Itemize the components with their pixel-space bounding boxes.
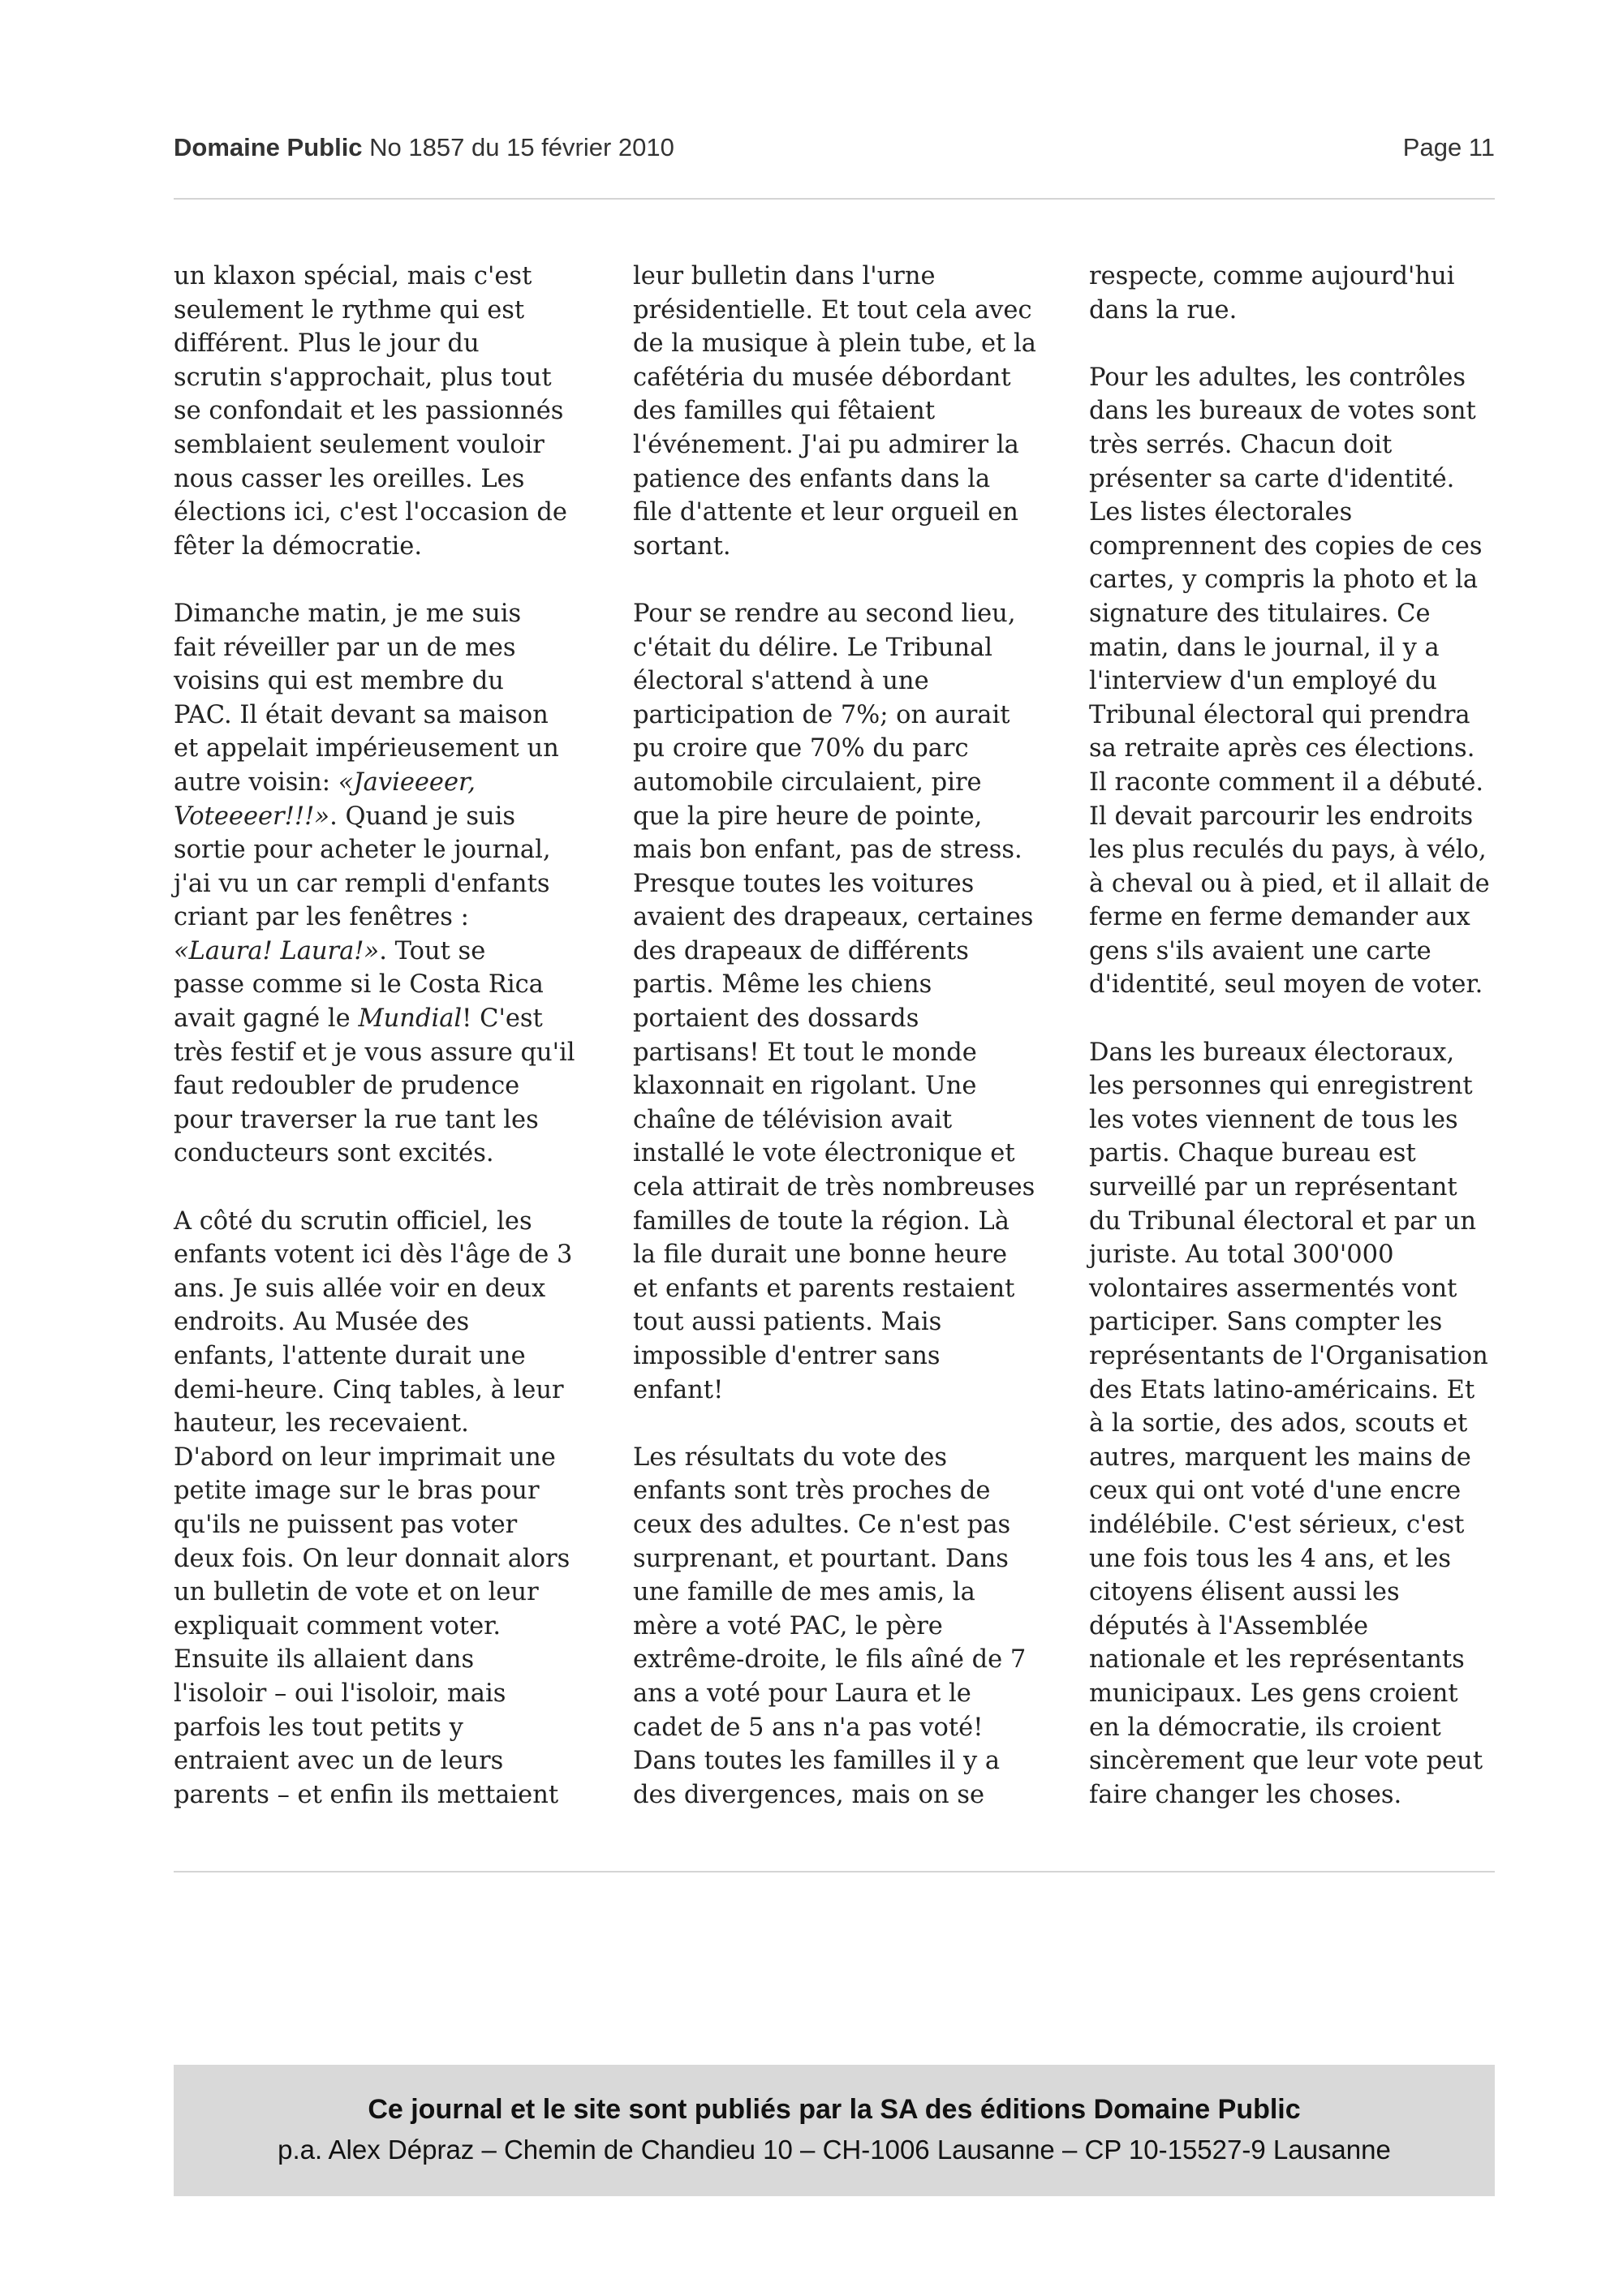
text-line: Dimanche matin, je me suis (174, 599, 522, 628)
text-line: des drapeaux de différents (633, 936, 969, 965)
text-line: semblaient seulement vouloir (174, 430, 545, 459)
text-line: faire changer les choses. (1089, 1780, 1402, 1809)
text-line: avait gagné le Mundial! C'est (174, 1004, 543, 1034)
text-line: c'était du délire. Le Tribunal (633, 633, 993, 662)
text-line: à cheval ou à pied, et il allait de (1089, 869, 1490, 898)
text-line: entraient avec un de leurs (174, 1747, 504, 1776)
text-line: nous casser les oreilles. Les (174, 464, 525, 493)
text-line: élections ici, c'est l'occasion de (174, 498, 567, 527)
text-line: criant par les fenêtres : (174, 903, 469, 932)
text-line: cartes, y compris la photo et la (1089, 565, 1479, 595)
text-line: enfants sont très proches de (633, 1477, 991, 1506)
text-line: une famille de mes amis, la (633, 1578, 975, 1607)
publisher-statement: Ce journal et le site sont publiés par la SA des éditions Domaine Public (368, 2094, 1301, 2125)
text-line: et enfants et parents restaient (633, 1274, 1015, 1303)
text-line: Ensuite ils allaient dans (174, 1645, 475, 1675)
text-line: Voteeeer!!!». Quand je suis (174, 802, 516, 831)
text-line: passe comme si le Costa Rica (174, 970, 544, 1000)
text-line: une fois tous les 4 ans, et les (1089, 1544, 1451, 1573)
text-line: «Laura! Laura!». Tout se (174, 936, 486, 965)
text-line: volontaires assermentés vont (1089, 1274, 1457, 1303)
text-line: l'événement. J'ai pu admirer la (633, 430, 1019, 459)
text-line: cela attirait de très nombreuses (633, 1173, 1035, 1202)
text-line: parents – et enfin ils mettaient (174, 1780, 559, 1809)
footer-divider (174, 1871, 1495, 1872)
publisher-footer (174, 2065, 1495, 2196)
text-line: participer. Sans compter les (1089, 1308, 1443, 1337)
text-line: mère a voté PAC, le père (633, 1611, 943, 1640)
text-line: Dans toutes les familles il y a (633, 1747, 1001, 1776)
text-line: familles de toute la région. Là (633, 1206, 1010, 1236)
text-line: autres, marquent les mains de (1089, 1443, 1471, 1472)
paragraph-gap (633, 1407, 1063, 1441)
paragraph-gap (1089, 327, 1519, 361)
text-line: et appelait impérieusement un (174, 734, 559, 763)
text-line: A côté du scrutin officiel, les (174, 1206, 532, 1236)
text-line: matin, dans le journal, il y a (1089, 633, 1440, 662)
text-line: respecte, comme aujourd'hui (1089, 262, 1455, 290)
text-line: partis. Même les chiens (633, 970, 932, 1000)
text-line: patience des enfants dans la (633, 464, 991, 493)
text-line: députés à l'Assemblée (1089, 1611, 1369, 1640)
text-line: pu croire que 70% du parc (633, 734, 969, 763)
article-column-2 (633, 260, 1063, 1812)
text-line: Il devait parcourir les endroits (1089, 802, 1474, 831)
text-line: les plus reculés du pays, à vélo, (1089, 836, 1487, 865)
text-line: indélébile. C'est sérieux, c'est (1089, 1510, 1465, 1539)
paragraph-gap (174, 1171, 604, 1205)
text-line: présidentielle. Et tout cela avec (633, 295, 1032, 325)
text-line: ceux qui ont voté d'une encre (1089, 1477, 1462, 1506)
text-line: mais bon enfant, pas de stress. (633, 836, 1022, 865)
text-line: Les listes électorales (1089, 498, 1353, 527)
text-line: des Etats latino-américains. Et (1089, 1375, 1475, 1404)
text-line: sortant. (633, 531, 731, 561)
text-line: expliquait comment voter. (174, 1611, 502, 1640)
text-line: Il raconte comment il a débuté. (1089, 767, 1484, 797)
text-line: du Tribunal électoral et par un (1089, 1206, 1477, 1236)
text-line: seulement le rythme qui est (174, 295, 525, 325)
text-line: qu'ils ne puissent pas voter (174, 1510, 518, 1539)
text-line: les personnes qui enregistrent (1089, 1072, 1473, 1101)
text-line: très serrés. Chacun doit (1089, 430, 1393, 459)
text-line: enfant! (633, 1375, 724, 1404)
text-line: sortie pour acheter le journal, (174, 836, 551, 865)
text-line: D'abord on leur imprimait une (174, 1443, 556, 1472)
text-line: différent. Plus le jour du (174, 329, 480, 359)
text-line: ans. Je suis allée voir en deux (174, 1274, 546, 1303)
issue-info: No 1857 du 15 février 2010 (369, 133, 674, 161)
text-line: que la pire heure de pointe, (633, 802, 983, 831)
page-number: Page 11 (1402, 133, 1495, 161)
text-line: demi-heure. Cinq tables, à leur (174, 1375, 564, 1404)
text-line: nationale et les représentants (1089, 1645, 1465, 1675)
text-line: d'identité, seul moyen de voter. (1089, 970, 1483, 1000)
text-line: les votes viennent de tous les (1089, 1105, 1458, 1134)
text-line: deux fois. On leur donnait alors (174, 1544, 570, 1573)
text-line: chaîne de télévision avait (633, 1105, 953, 1134)
text-line: surprenant, et pourtant. Dans (633, 1544, 1009, 1573)
page-header (174, 133, 1495, 169)
text-line: se confondait et les passionnés (174, 397, 564, 426)
text-line: ceux des adultes. Ce n'est pas (633, 1510, 1011, 1539)
text-line: enfants, l'attente durait une (174, 1342, 526, 1370)
text-line: fait réveiller par un de mes (174, 633, 516, 662)
text-line: tout aussi patients. Mais (633, 1308, 942, 1337)
text-line: PAC. Il était devant sa maison (174, 700, 549, 729)
text-line: dans les bureaux de votes sont (1089, 397, 1476, 426)
text-line: j'ai vu un car rempli d'enfants (174, 869, 550, 898)
text-line: cadet de 5 ans n'a pas voté! (633, 1713, 984, 1742)
text-line: Tribunal électoral qui prendra (1089, 700, 1470, 729)
text-line: l'isoloir – oui l'isoloir, mais (174, 1679, 506, 1708)
text-line: cafétéria du musée débordant (633, 363, 1011, 392)
text-line: automobile circulaient, pire (633, 767, 982, 797)
text-line: sa retraite après ces élections. (1089, 734, 1475, 763)
text-line: partisans! Et tout le monde (633, 1038, 977, 1067)
text-line: juriste. Au total 300'000 (1089, 1240, 1394, 1270)
text-line: pour traverser la rue tant les (174, 1105, 539, 1134)
text-line: parfois les tout petits y (174, 1713, 463, 1742)
text-line: endroits. Au Musée des (174, 1308, 470, 1337)
text-line: impossible d'entrer sans (633, 1342, 941, 1370)
text-line: participation de 7%; on aurait (633, 700, 1010, 729)
text-line: file d'attente et leur orgueil en (633, 498, 1018, 527)
text-line: comprennent des copies de ces (1089, 531, 1483, 561)
text-line: l'interview d'un employé du (1089, 667, 1437, 696)
text-line: présenter sa carte d'identité. (1089, 464, 1455, 493)
text-line: conducteurs sont excités. (174, 1139, 494, 1168)
text-line: scrutin s'approchait, plus tout (174, 363, 552, 392)
text-line: la file durait une bonne heure (633, 1240, 1008, 1270)
text-line: un klaxon spécial, mais c'est (174, 262, 532, 290)
text-line: Pour se rendre au second lieu, (633, 599, 1016, 628)
paragraph-gap (1089, 1002, 1519, 1036)
publisher-address: p.a. Alex Dépraz – Chemin de Chandieu 10 – CH-1006 Lausanne – CP 10-15527-9 Lausanne (278, 2135, 1391, 2165)
text-line: municipaux. Les gens croient (1089, 1679, 1458, 1708)
text-line: fêter la démocratie. (174, 531, 423, 561)
text-line: installé le vote électronique et (633, 1139, 1015, 1168)
text-line: très festif et je vous assure qu'il (174, 1038, 575, 1067)
text-line: électoral s'attend à une (633, 667, 929, 696)
text-line: sincèrement que leur vote peut (1089, 1747, 1483, 1776)
text-line: enfants votent ici dès l'âge de 3 (174, 1240, 573, 1270)
text-line: surveillé par un représentant (1089, 1173, 1457, 1202)
publication-name: Domaine Public (174, 133, 363, 161)
text-line: représentants de l'Organisation (1089, 1342, 1488, 1370)
text-line: gens s'ils avaient une carte (1089, 936, 1431, 965)
text-line: autre voisin: «Javieeeer, (174, 767, 476, 797)
text-line: hauteur, les recevaient. (174, 1409, 469, 1438)
text-line: klaxonnait en rigolant. Une (633, 1072, 977, 1101)
text-line: signature des titulaires. Ce (1089, 599, 1431, 628)
text-line: un bulletin de vote et on leur (174, 1578, 539, 1607)
text-line: leur bulletin dans l'urne (633, 262, 936, 290)
text-line: extrême-droite, le fils aîné de 7 (633, 1645, 1027, 1675)
text-line: dans la rue. (1089, 295, 1238, 325)
text-line: des divergences, mais on se (633, 1780, 985, 1809)
text-line: Presque toutes les voitures (633, 869, 975, 898)
text-line: Pour les adultes, les contrôles (1089, 363, 1466, 392)
paragraph-gap (633, 563, 1063, 597)
text-line: Les résultats du vote des (633, 1443, 948, 1472)
text-line: de la musique à plein tube, et la (633, 329, 1036, 359)
text-line: en la démocratie, ils croient (1089, 1713, 1441, 1742)
text-line: ferme en ferme demander aux (1089, 903, 1470, 932)
article-column-3 (1089, 260, 1519, 1812)
text-line: ans a voté pour Laura et le (633, 1679, 971, 1708)
article-column-1 (174, 260, 604, 1812)
text-line: voisins qui est membre du (174, 667, 504, 696)
text-line: citoyens élisent aussi les (1089, 1578, 1400, 1607)
text-line: partis. Chaque bureau est (1089, 1139, 1416, 1168)
text-line: Dans les bureaux électoraux, (1089, 1038, 1455, 1067)
text-line: portaient des dossards (633, 1004, 919, 1034)
text-line: avaient des drapeaux, certaines (633, 903, 1034, 932)
text-line: à la sortie, des ados, scouts et (1089, 1409, 1468, 1438)
text-line: des familles qui fêtaient (633, 397, 936, 426)
text-line: petite image sur le bras pour (174, 1477, 540, 1506)
paragraph-gap (174, 563, 604, 597)
text-line: faut redoubler de prudence (174, 1072, 520, 1101)
header-divider (174, 198, 1495, 200)
